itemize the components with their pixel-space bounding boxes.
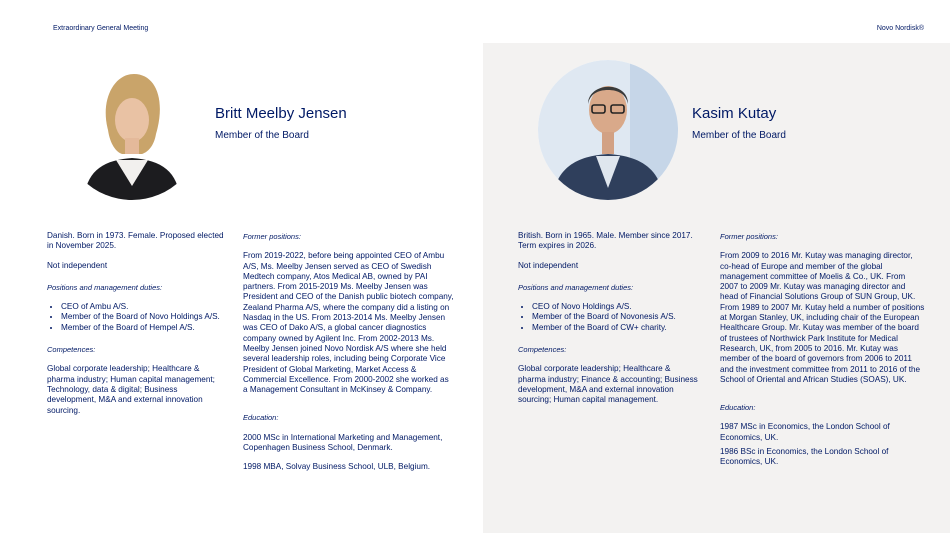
former-positions-label: Former positions: [720, 232, 778, 241]
bio-column-right [720, 232, 925, 477]
intro-text: Danish. Born in 1973. Female. Proposed elected in November 2025. [47, 231, 224, 251]
intro-text: British. Born in 1965. Male. Member since 2017. Term expires in 2026. [518, 231, 693, 251]
competences-text: Global corporate leadership; Healthcare & pharma industry; Finance & accounting; Business development, M&A and external innovation sourcing; Human capital management. [518, 364, 698, 405]
competences-label: Competences: [518, 345, 567, 355]
person-role: Member of the Board [215, 130, 309, 141]
competences-text: Global corporate leadership; Healthcare & pharma industry; Human capital management; Technology, data & digital; Business development, M&A and external innovation sourcing. [47, 364, 215, 415]
former-positions-text: From 2009 to 2016 Mr. Kutay was managing director, co-head of Europe and member of the global management committee of Moelis & Co., UK. From 2007 to 2009 Mr. Kutay was managing director and head of Financial Solutions Group of SUN Group, UK. From 1989 to 2007 Mr. Kutay held a number of positions at Morgan Stanley, UK, including chair of the European Healthcare Group. Mr. Kutay was member of the board of trustees of Northwick Park Institute for Medical Research, UK, from 2005 to 2016. Mr. Kutay was member of the board of governors from 2006 to 2011 and the investment committee from 2011 to 2016 of the School of Oriental and African Studies (SOAS), UK. [720, 251, 925, 384]
education-item: 1987 MSc in Economics, the London School of Economics, UK. [720, 422, 890, 442]
former-positions-label: Former positions: [243, 232, 301, 241]
list-item: • Member of the Board of Novo Holdings A/S. [61, 312, 225, 322]
list-item: • CEO of Novo Holdings A/S. [532, 302, 698, 312]
education-item: 2000 MSc in International Marketing and Management, Copenhagen Business School, Denmark. [243, 432, 443, 453]
meeting-title: Extraordinary General Meeting [53, 25, 149, 32]
education-label: Education: [243, 413, 279, 423]
positions-label: Positions and management duties: [518, 282, 634, 292]
bio-column-left [47, 231, 225, 425]
independence-status: Not independent [47, 260, 108, 270]
list-item: • Member of the Board of Hempel A/S. [61, 323, 225, 333]
person-name: Britt Meelby Jensen [215, 105, 347, 122]
competences-label: Competences: [47, 345, 96, 355]
list-item: • CEO of Ambu A/S. [61, 302, 225, 312]
former-positions-text: From 2019-2022, before being appointed CEO of Ambu A/S, Ms. Meelby Jensen served as CEO of Swedish Medtech company, Atos Medical AB, owned by PAI partners. From 2015-2019 Ms. Meelby Jensen was President and CEO of the Danish public biotech company, Zealand Pharma A/S, where the company did a listing on Nasdaq in the US. From 2013-2014 Ms. Meelby Jensen was CEO of Dako A/S, a global cancer diagnostics company owned by Agilent Inc. From 2002-2013 Ms. Meelby Jensen joined Novo Nordisk A/S where she held several leadership roles, including being Corporate Vice President of Global Marketing, Market Access & Commercial Excellence. From 2000-2002 she worked as a Management Consultant in McKinsey & Company. [243, 251, 454, 395]
education-item: 1986 BSc in Economics, the London School of Economics, UK. [720, 447, 889, 467]
portrait-kasim-kutay [538, 60, 678, 200]
positions-list [47, 302, 225, 333]
education-item: 1998 MBA, Solvay Business School, ULB, Belgium. [243, 462, 431, 472]
company-name: Novo Nordisk® [876, 25, 924, 32]
list-item: • Member of the Board of Novonesis A/S. [532, 312, 698, 322]
list-item: • Member of the Board of CW+ charity. [532, 323, 698, 333]
portrait-illustration-icon [62, 60, 202, 200]
bio-column-right [243, 232, 455, 482]
person-role: Member of the Board [692, 130, 786, 141]
positions-list [518, 302, 698, 333]
positions-label: Positions and management duties: [47, 282, 163, 292]
independence-status: Not independent [518, 260, 579, 270]
bio-column-left [518, 231, 698, 415]
education-label: Education: [720, 403, 756, 413]
portrait-illustration-icon [538, 60, 678, 200]
portrait-britt-meelby-jensen [62, 60, 202, 200]
person-name: Kasim Kutay [692, 105, 777, 122]
